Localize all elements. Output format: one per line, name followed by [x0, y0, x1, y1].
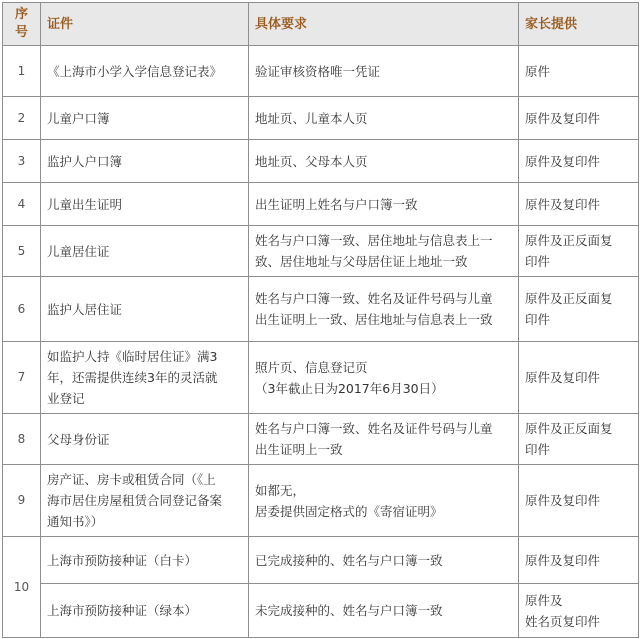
row-document: 上海市预防接种证（绿本）	[41, 584, 249, 638]
row-requirement: 姓名与户口簿一致、居住地址与信息表上一 致、居住地址与父母居住证上地址一致	[249, 226, 519, 277]
table-row	[3, 465, 639, 537]
table-row	[3, 342, 639, 414]
row-document: 监护人户口簿	[41, 140, 249, 183]
row-requirement: 未完成接种的、姓名与户口簿一致	[249, 584, 519, 638]
requirements-table	[2, 2, 639, 638]
row-requirement: 如都无， 居委提供固定格式的《寄宿证明》	[249, 465, 519, 537]
row-requirement: 地址页、儿童本人页	[249, 97, 519, 140]
table-row	[3, 584, 639, 638]
row-parent-provides: 原件及复印件	[519, 342, 639, 414]
table-row	[3, 414, 639, 465]
table-row	[3, 140, 639, 183]
row-seq: 8	[3, 414, 41, 465]
row-document: 上海市预防接种证（白卡）	[41, 537, 249, 584]
row-parent-provides: 原件及正反面复 印件	[519, 414, 639, 465]
row-parent-provides: 原件及复印件	[519, 537, 639, 584]
table-row	[3, 97, 639, 140]
row-parent-provides: 原件及复印件	[519, 140, 639, 183]
row-parent-provides: 原件及正反面复 印件	[519, 277, 639, 342]
row-requirement: 姓名与户口簿一致、姓名及证件号码与儿童 出生证明上一致、居住地址与信息表上一致	[249, 277, 519, 342]
row-seq: 3	[3, 140, 41, 183]
table-row	[3, 537, 639, 584]
row-document: 如监护人持《临时居住证》满3 年，还需提供连续3年的灵活就 业登记	[41, 342, 249, 414]
header-seq: 序 号	[3, 3, 41, 46]
row-parent-provides: 原件及复印件	[519, 465, 639, 537]
row-document: 儿童出生证明	[41, 183, 249, 226]
row-requirement: 出生证明上姓名与户口簿一致	[249, 183, 519, 226]
table-row	[3, 183, 639, 226]
row-seq: 7	[3, 342, 41, 414]
row-parent-provides: 原件	[519, 46, 639, 97]
header-requirements: 具体要求	[249, 3, 519, 46]
row-parent-provides: 原件及复印件	[519, 183, 639, 226]
row-document: 监护人居住证	[41, 277, 249, 342]
row-requirement: 地址页、父母本人页	[249, 140, 519, 183]
row-document: 父母身份证	[41, 414, 249, 465]
row-seq: 10	[3, 537, 41, 638]
row-document: 儿童居住证	[41, 226, 249, 277]
row-parent-provides: 原件及 姓名页复印件	[519, 584, 639, 638]
row-document: 儿童户口簿	[41, 97, 249, 140]
row-requirement: 照片页、信息登记页 （3年截止日为2017年6月30日）	[249, 342, 519, 414]
row-parent-provides: 原件及正反面复 印件	[519, 226, 639, 277]
row-document: 《上海市小学入学信息登记表》	[41, 46, 249, 97]
header-document: 证件	[41, 3, 249, 46]
header-parent-provides: 家长提供	[519, 3, 639, 46]
row-seq: 1	[3, 46, 41, 97]
row-requirement: 验证审核资格唯一凭证	[249, 46, 519, 97]
header-row	[3, 3, 639, 46]
row-seq: 5	[3, 226, 41, 277]
row-seq: 6	[3, 277, 41, 342]
row-parent-provides: 原件及复印件	[519, 97, 639, 140]
row-seq: 9	[3, 465, 41, 537]
table-row	[3, 46, 639, 97]
row-requirement: 姓名与户口簿一致、姓名及证件号码与儿童 出生证明上一致	[249, 414, 519, 465]
table-row	[3, 226, 639, 277]
table-row	[3, 277, 639, 342]
row-seq: 2	[3, 97, 41, 140]
row-document: 房产证、房卡或租赁合同（《上 海市居住房屋租赁合同登记备案 通知书》）	[41, 465, 249, 537]
row-seq: 4	[3, 183, 41, 226]
row-requirement: 已完成接种的、姓名与户口簿一致	[249, 537, 519, 584]
